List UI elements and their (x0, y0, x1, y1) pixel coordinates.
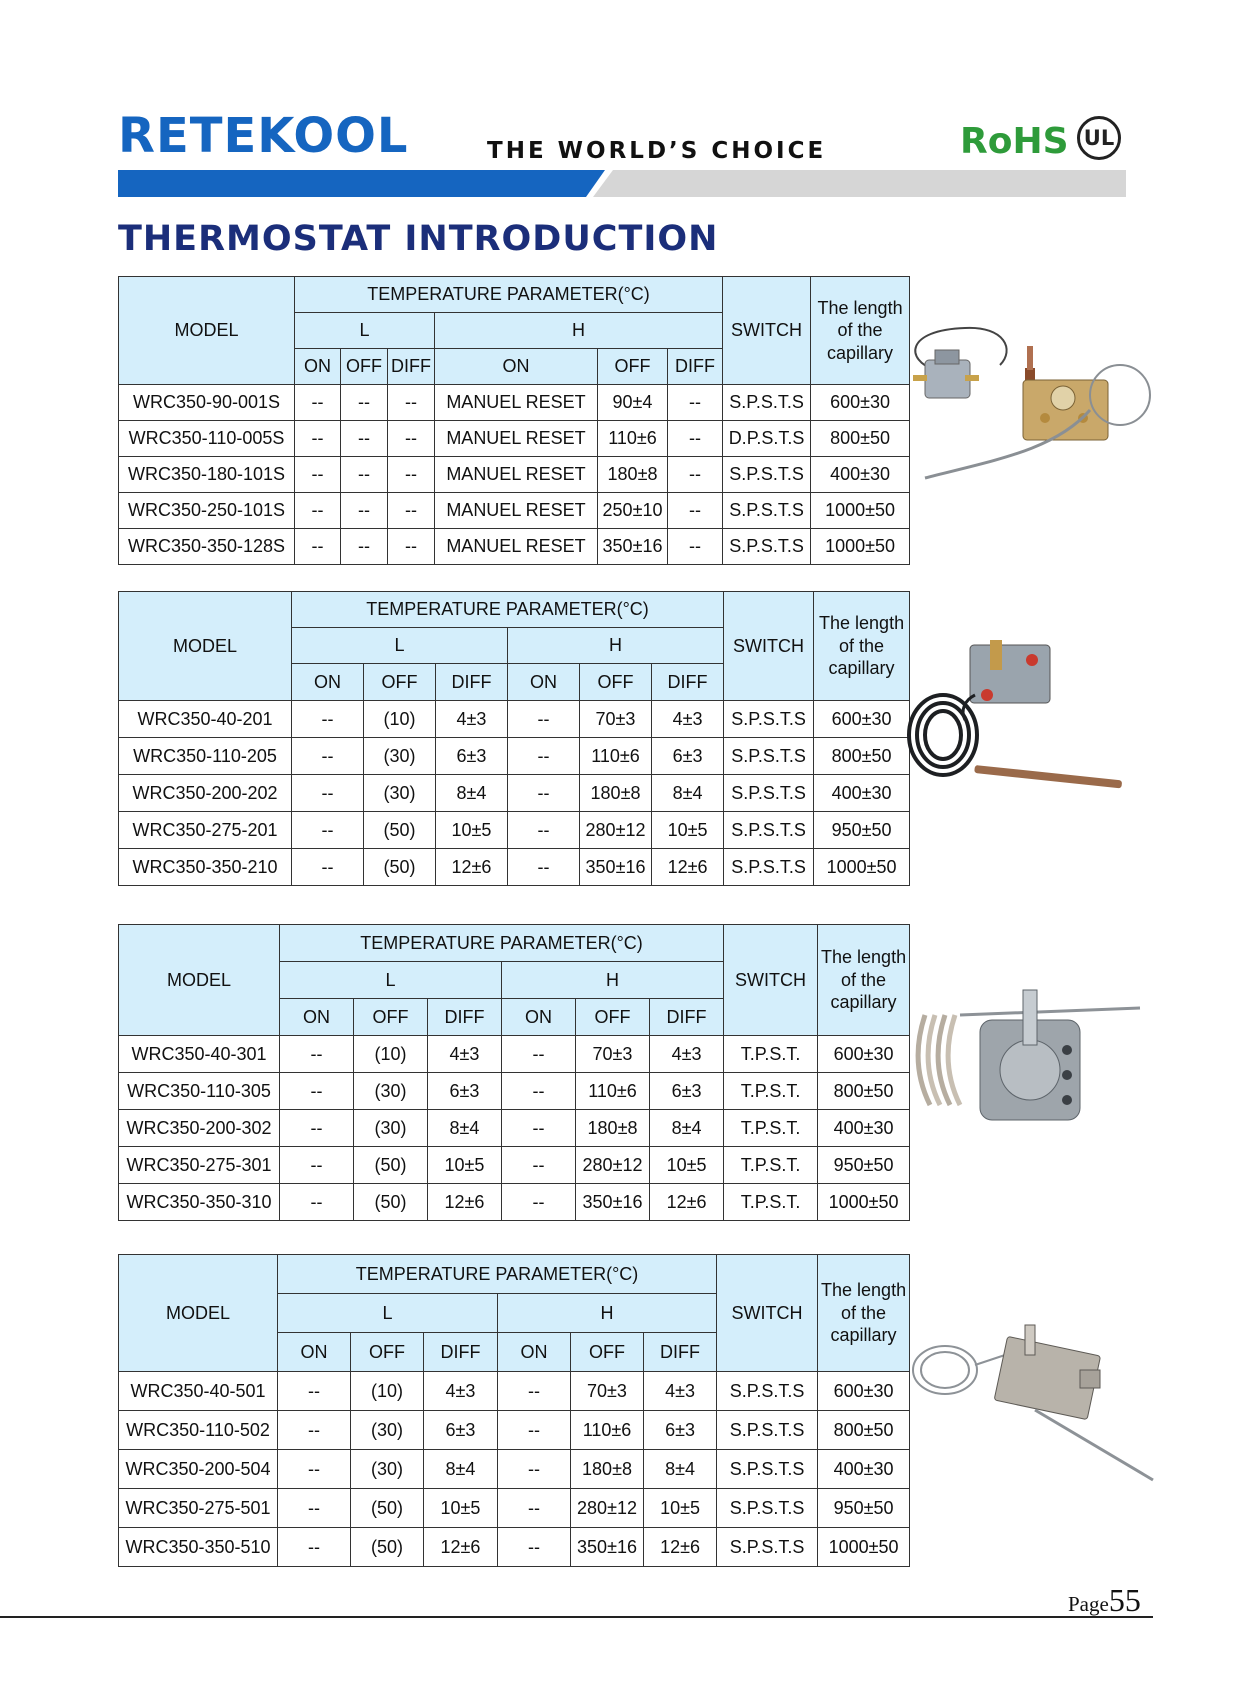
l-on-cell: -- (280, 1147, 354, 1184)
table-row (119, 493, 910, 529)
l-on-cell: -- (280, 1110, 354, 1147)
l-off-cell: (30) (364, 775, 436, 812)
table-row (119, 529, 910, 565)
h-off-cell: 180±8 (580, 775, 652, 812)
header-switch: SWITCH (724, 925, 818, 1036)
header-low: L (278, 1294, 498, 1333)
l-diff-cell: -- (388, 529, 435, 565)
header-h-diff: DIFF (650, 999, 724, 1036)
l-on-cell: -- (295, 493, 341, 529)
h-off-cell: 350±16 (576, 1184, 650, 1221)
l-off-cell: (10) (354, 1036, 428, 1073)
l-diff-cell: 6±3 (436, 738, 508, 775)
l-off-cell: (10) (364, 701, 436, 738)
header-model: MODEL (119, 592, 292, 701)
h-on-cell: -- (508, 701, 580, 738)
capillary-cell: 800±50 (818, 1411, 910, 1450)
thermostat-photo-1 (905, 320, 1160, 490)
switch-cell: S.P.S.T.S (724, 812, 814, 849)
l-diff-cell: 8±4 (428, 1110, 502, 1147)
l-off-cell: (50) (364, 849, 436, 886)
l-off-cell: (30) (351, 1411, 424, 1450)
l-diff-cell: 12±6 (428, 1184, 502, 1221)
table-row (119, 457, 910, 493)
brand-logo: RETEKOOL (118, 108, 409, 164)
l-off-cell: (10) (351, 1372, 424, 1411)
h-on-cell: -- (508, 849, 580, 886)
h-diff-cell: 10±5 (650, 1147, 724, 1184)
header-l-diff: DIFF (428, 999, 502, 1036)
l-off-cell: (50) (364, 812, 436, 849)
thermostat-table-4 (118, 1254, 910, 1567)
h-diff-cell: 4±3 (652, 701, 724, 738)
h-off-cell: 180±8 (598, 457, 668, 493)
h-off-cell: 110±6 (580, 738, 652, 775)
h-on-cell: MANUEL RESET (435, 385, 598, 421)
h-on-cell: -- (502, 1110, 576, 1147)
h-on-cell: -- (508, 812, 580, 849)
h-off-cell: 350±16 (580, 849, 652, 886)
model-cell: WRC350-350-128S (119, 529, 295, 565)
switch-cell: S.P.S.T.S (724, 849, 814, 886)
table-row (119, 1528, 910, 1567)
l-diff-cell: 8±4 (424, 1450, 498, 1489)
header-h-off: OFF (571, 1333, 644, 1372)
h-diff-cell: -- (668, 457, 723, 493)
h-on-cell: MANUEL RESET (435, 493, 598, 529)
l-off-cell: (30) (354, 1073, 428, 1110)
header-capillary-length: The length of the capillary (818, 925, 910, 1036)
header-l-on: ON (292, 664, 364, 701)
h-off-cell: 350±16 (598, 529, 668, 565)
h-off-cell: 350±16 (571, 1528, 644, 1567)
header-capillary-length: The length of the capillary (818, 1255, 910, 1372)
header-h-on: ON (498, 1333, 571, 1372)
l-on-cell: -- (292, 701, 364, 738)
table-row (119, 849, 910, 886)
header-high: H (435, 313, 723, 349)
header-h-on: ON (435, 349, 598, 385)
switch-cell: S.P.S.T.S (723, 457, 811, 493)
header-model: MODEL (119, 277, 295, 385)
model-cell: WRC350-200-302 (119, 1110, 280, 1147)
thermostat-photo-4 (905, 1315, 1160, 1495)
header-l-diff: DIFF (388, 349, 435, 385)
header-model: MODEL (119, 1255, 278, 1372)
l-diff-cell: -- (388, 421, 435, 457)
model-cell: WRC350-200-202 (119, 775, 292, 812)
capillary-cell: 1000±50 (811, 493, 910, 529)
l-off-cell: (30) (364, 738, 436, 775)
l-on-cell: -- (278, 1528, 351, 1567)
table-row (119, 1411, 910, 1450)
h-diff-cell: 6±3 (650, 1073, 724, 1110)
switch-cell: T.P.S.T. (724, 1036, 818, 1073)
table-row (119, 1110, 910, 1147)
h-on-cell: -- (508, 738, 580, 775)
table-row (119, 1450, 910, 1489)
capillary-cell: 950±50 (814, 812, 910, 849)
l-on-cell: -- (292, 812, 364, 849)
table-row (119, 738, 910, 775)
table-row (119, 1036, 910, 1073)
l-off-cell: (50) (354, 1147, 428, 1184)
h-diff-cell: 12±6 (652, 849, 724, 886)
switch-cell: D.P.S.T.S (723, 421, 811, 457)
model-cell: WRC350-350-510 (119, 1528, 278, 1567)
header-temperature-parameter: TEMPERATURE PARAMETER(°C) (278, 1255, 717, 1294)
l-diff-cell: -- (388, 493, 435, 529)
capillary-cell: 1000±50 (818, 1528, 910, 1567)
table-row (119, 1489, 910, 1528)
h-off-cell: 180±8 (571, 1450, 644, 1489)
l-on-cell: -- (280, 1036, 354, 1073)
thermostat-photo-2 (905, 640, 1135, 805)
l-diff-cell: 6±3 (428, 1073, 502, 1110)
l-off-cell: (50) (351, 1528, 424, 1567)
l-diff-cell: -- (388, 457, 435, 493)
model-cell: WRC350-90-001S (119, 385, 295, 421)
l-off-cell: (50) (354, 1184, 428, 1221)
l-on-cell: -- (292, 738, 364, 775)
l-diff-cell: 8±4 (436, 775, 508, 812)
l-diff-cell: 6±3 (424, 1411, 498, 1450)
capillary-cell: 600±30 (811, 385, 910, 421)
l-diff-cell: 4±3 (424, 1372, 498, 1411)
l-on-cell: -- (278, 1411, 351, 1450)
model-cell: WRC350-200-504 (119, 1450, 278, 1489)
h-diff-cell: 4±3 (650, 1036, 724, 1073)
switch-cell: S.P.S.T.S (723, 493, 811, 529)
page-title: THERMOSTAT INTRODUCTION (118, 219, 719, 259)
header-h-diff: DIFF (644, 1333, 717, 1372)
model-cell: WRC350-40-501 (119, 1372, 278, 1411)
capillary-cell: 800±50 (818, 1073, 910, 1110)
header-low: L (295, 313, 435, 349)
switch-cell: S.P.S.T.S (717, 1411, 818, 1450)
header-temperature-parameter: TEMPERATURE PARAMETER(°C) (295, 277, 723, 313)
l-diff-cell: 10±5 (424, 1489, 498, 1528)
h-diff-cell: -- (668, 421, 723, 457)
h-on-cell: MANUEL RESET (435, 457, 598, 493)
header-l-off: OFF (354, 999, 428, 1036)
h-off-cell: 70±3 (571, 1372, 644, 1411)
switch-cell: S.P.S.T.S (724, 738, 814, 775)
l-on-cell: -- (278, 1372, 351, 1411)
h-diff-cell: 6±3 (644, 1411, 717, 1450)
l-off-cell: -- (341, 421, 388, 457)
thermostat-photo-3 (905, 975, 1145, 1140)
switch-cell: T.P.S.T. (724, 1110, 818, 1147)
model-cell: WRC350-40-301 (119, 1036, 280, 1073)
l-diff-cell: 12±6 (424, 1528, 498, 1567)
l-on-cell: -- (295, 457, 341, 493)
h-off-cell: 70±3 (576, 1036, 650, 1073)
h-on-cell: -- (502, 1147, 576, 1184)
h-off-cell: 90±4 (598, 385, 668, 421)
switch-cell: S.P.S.T.S (717, 1489, 818, 1528)
h-on-cell: -- (498, 1411, 571, 1450)
h-off-cell: 180±8 (576, 1110, 650, 1147)
switch-cell: T.P.S.T. (724, 1147, 818, 1184)
l-off-cell: (30) (354, 1110, 428, 1147)
thermostat-table-2 (118, 591, 910, 886)
brand-tagline: THE WORLD’S CHOICE (487, 138, 827, 164)
h-on-cell: -- (498, 1489, 571, 1528)
switch-cell: S.P.S.T.S (723, 385, 811, 421)
model-cell: WRC350-350-210 (119, 849, 292, 886)
l-diff-cell: 12±6 (436, 849, 508, 886)
header-l-off: OFF (341, 349, 388, 385)
l-on-cell: -- (280, 1073, 354, 1110)
thermostat-table-3 (118, 924, 910, 1221)
table-row (119, 1147, 910, 1184)
page-label: Page (1068, 1592, 1109, 1616)
header-capillary-length: The length of the capillary (811, 277, 910, 385)
capillary-cell: 400±30 (811, 457, 910, 493)
l-on-cell: -- (278, 1489, 351, 1528)
capillary-cell: 600±30 (818, 1372, 910, 1411)
table-row (119, 775, 910, 812)
h-diff-cell: 12±6 (650, 1184, 724, 1221)
l-diff-cell: 4±3 (428, 1036, 502, 1073)
h-diff-cell: -- (668, 529, 723, 565)
capillary-cell: 1000±50 (811, 529, 910, 565)
header-h-diff: DIFF (668, 349, 723, 385)
header-high: H (508, 628, 724, 664)
switch-cell: T.P.S.T. (724, 1184, 818, 1221)
header-model: MODEL (119, 925, 280, 1036)
h-on-cell: MANUEL RESET (435, 529, 598, 565)
h-on-cell: -- (498, 1450, 571, 1489)
page-number-value: 55 (1108, 1582, 1141, 1618)
h-off-cell: 110±6 (598, 421, 668, 457)
page-number (1068, 1584, 1141, 1616)
h-off-cell: 110±6 (571, 1411, 644, 1450)
header-h-on: ON (502, 999, 576, 1036)
capillary-cell: 950±50 (818, 1489, 910, 1528)
capillary-cell: 600±30 (814, 701, 910, 738)
model-cell: WRC350-110-502 (119, 1411, 278, 1450)
header-l-diff: DIFF (436, 664, 508, 701)
h-off-cell: 110±6 (576, 1073, 650, 1110)
h-on-cell: -- (508, 775, 580, 812)
header-h-off: OFF (598, 349, 668, 385)
capillary-cell: 1000±50 (814, 849, 910, 886)
capillary-cell: 950±50 (818, 1147, 910, 1184)
header-h-off: OFF (576, 999, 650, 1036)
h-on-cell: -- (498, 1528, 571, 1567)
model-cell: WRC350-110-005S (119, 421, 295, 457)
l-diff-cell: 10±5 (436, 812, 508, 849)
l-diff-cell: 10±5 (428, 1147, 502, 1184)
l-on-cell: -- (295, 529, 341, 565)
l-on-cell: -- (292, 849, 364, 886)
rohs-mark: RoHS (960, 121, 1069, 162)
header-l-off: OFF (351, 1333, 424, 1372)
table-row (119, 385, 910, 421)
h-off-cell: 70±3 (580, 701, 652, 738)
header-l-diff: DIFF (424, 1333, 498, 1372)
h-diff-cell: 10±5 (644, 1489, 717, 1528)
header-l-on: ON (280, 999, 354, 1036)
switch-cell: S.P.S.T.S (717, 1528, 818, 1567)
switch-cell: S.P.S.T.S (717, 1372, 818, 1411)
model-cell: WRC350-180-101S (119, 457, 295, 493)
header-switch: SWITCH (723, 277, 811, 385)
table-row (119, 1073, 910, 1110)
l-off-cell: -- (341, 385, 388, 421)
h-on-cell: -- (502, 1073, 576, 1110)
switch-cell: S.P.S.T.S (717, 1450, 818, 1489)
h-diff-cell: 4±3 (644, 1372, 717, 1411)
table-row (119, 1372, 910, 1411)
header-h-on: ON (508, 664, 580, 701)
header-high: H (498, 1294, 717, 1333)
l-off-cell: (30) (351, 1450, 424, 1489)
capillary-cell: 400±30 (818, 1110, 910, 1147)
header-low: L (292, 628, 508, 664)
h-on-cell: -- (502, 1036, 576, 1073)
header-h-diff: DIFF (652, 664, 724, 701)
l-diff-cell: -- (388, 385, 435, 421)
model-cell: WRC350-250-101S (119, 493, 295, 529)
model-cell: WRC350-275-201 (119, 812, 292, 849)
l-off-cell: -- (341, 493, 388, 529)
table-row (119, 812, 910, 849)
header-capillary-length: The length of the capillary (814, 592, 910, 701)
header-temperature-parameter: TEMPERATURE PARAMETER(°C) (292, 592, 724, 628)
table-row (119, 1184, 910, 1221)
h-diff-cell: 6±3 (652, 738, 724, 775)
l-on-cell: -- (295, 385, 341, 421)
model-cell: WRC350-110-305 (119, 1073, 280, 1110)
capillary-cell: 400±30 (818, 1450, 910, 1489)
h-off-cell: 280±12 (571, 1489, 644, 1528)
model-cell: WRC350-275-501 (119, 1489, 278, 1528)
h-diff-cell: 12±6 (644, 1528, 717, 1567)
capillary-cell: 600±30 (818, 1036, 910, 1073)
header-l-off: OFF (364, 664, 436, 701)
l-diff-cell: 4±3 (436, 701, 508, 738)
table-row (119, 421, 910, 457)
capillary-cell: 400±30 (814, 775, 910, 812)
h-on-cell: -- (502, 1184, 576, 1221)
l-on-cell: -- (295, 421, 341, 457)
footer-divider (0, 1616, 1153, 1618)
switch-cell: S.P.S.T.S (724, 701, 814, 738)
model-cell: WRC350-40-201 (119, 701, 292, 738)
h-diff-cell: 8±4 (652, 775, 724, 812)
ul-certification-icon: UL (1077, 116, 1121, 160)
h-off-cell: 250±10 (598, 493, 668, 529)
model-cell: WRC350-350-310 (119, 1184, 280, 1221)
header-switch: SWITCH (724, 592, 814, 701)
l-on-cell: -- (280, 1184, 354, 1221)
h-on-cell: MANUEL RESET (435, 421, 598, 457)
capillary-cell: 1000±50 (818, 1184, 910, 1221)
switch-cell: T.P.S.T. (724, 1073, 818, 1110)
capillary-cell: 800±50 (814, 738, 910, 775)
thermostat-table-1 (118, 276, 910, 565)
h-diff-cell: -- (668, 385, 723, 421)
table-row (119, 701, 910, 738)
l-on-cell: -- (278, 1450, 351, 1489)
l-off-cell: (50) (351, 1489, 424, 1528)
l-off-cell: -- (341, 529, 388, 565)
header-temperature-parameter: TEMPERATURE PARAMETER(°C) (280, 925, 724, 962)
h-off-cell: 280±12 (576, 1147, 650, 1184)
l-off-cell: -- (341, 457, 388, 493)
capillary-cell: 800±50 (811, 421, 910, 457)
h-diff-cell: 10±5 (652, 812, 724, 849)
h-on-cell: -- (498, 1372, 571, 1411)
header-switch: SWITCH (717, 1255, 818, 1372)
header-low: L (280, 962, 502, 999)
header-l-on: ON (295, 349, 341, 385)
header-l-on: ON (278, 1333, 351, 1372)
model-cell: WRC350-275-301 (119, 1147, 280, 1184)
switch-cell: S.P.S.T.S (724, 775, 814, 812)
model-cell: WRC350-110-205 (119, 738, 292, 775)
h-off-cell: 280±12 (580, 812, 652, 849)
header-h-off: OFF (580, 664, 652, 701)
h-diff-cell: -- (668, 493, 723, 529)
header-band (118, 170, 1126, 197)
switch-cell: S.P.S.T.S (723, 529, 811, 565)
header-high: H (502, 962, 724, 999)
h-diff-cell: 8±4 (644, 1450, 717, 1489)
h-diff-cell: 8±4 (650, 1110, 724, 1147)
l-on-cell: -- (292, 775, 364, 812)
